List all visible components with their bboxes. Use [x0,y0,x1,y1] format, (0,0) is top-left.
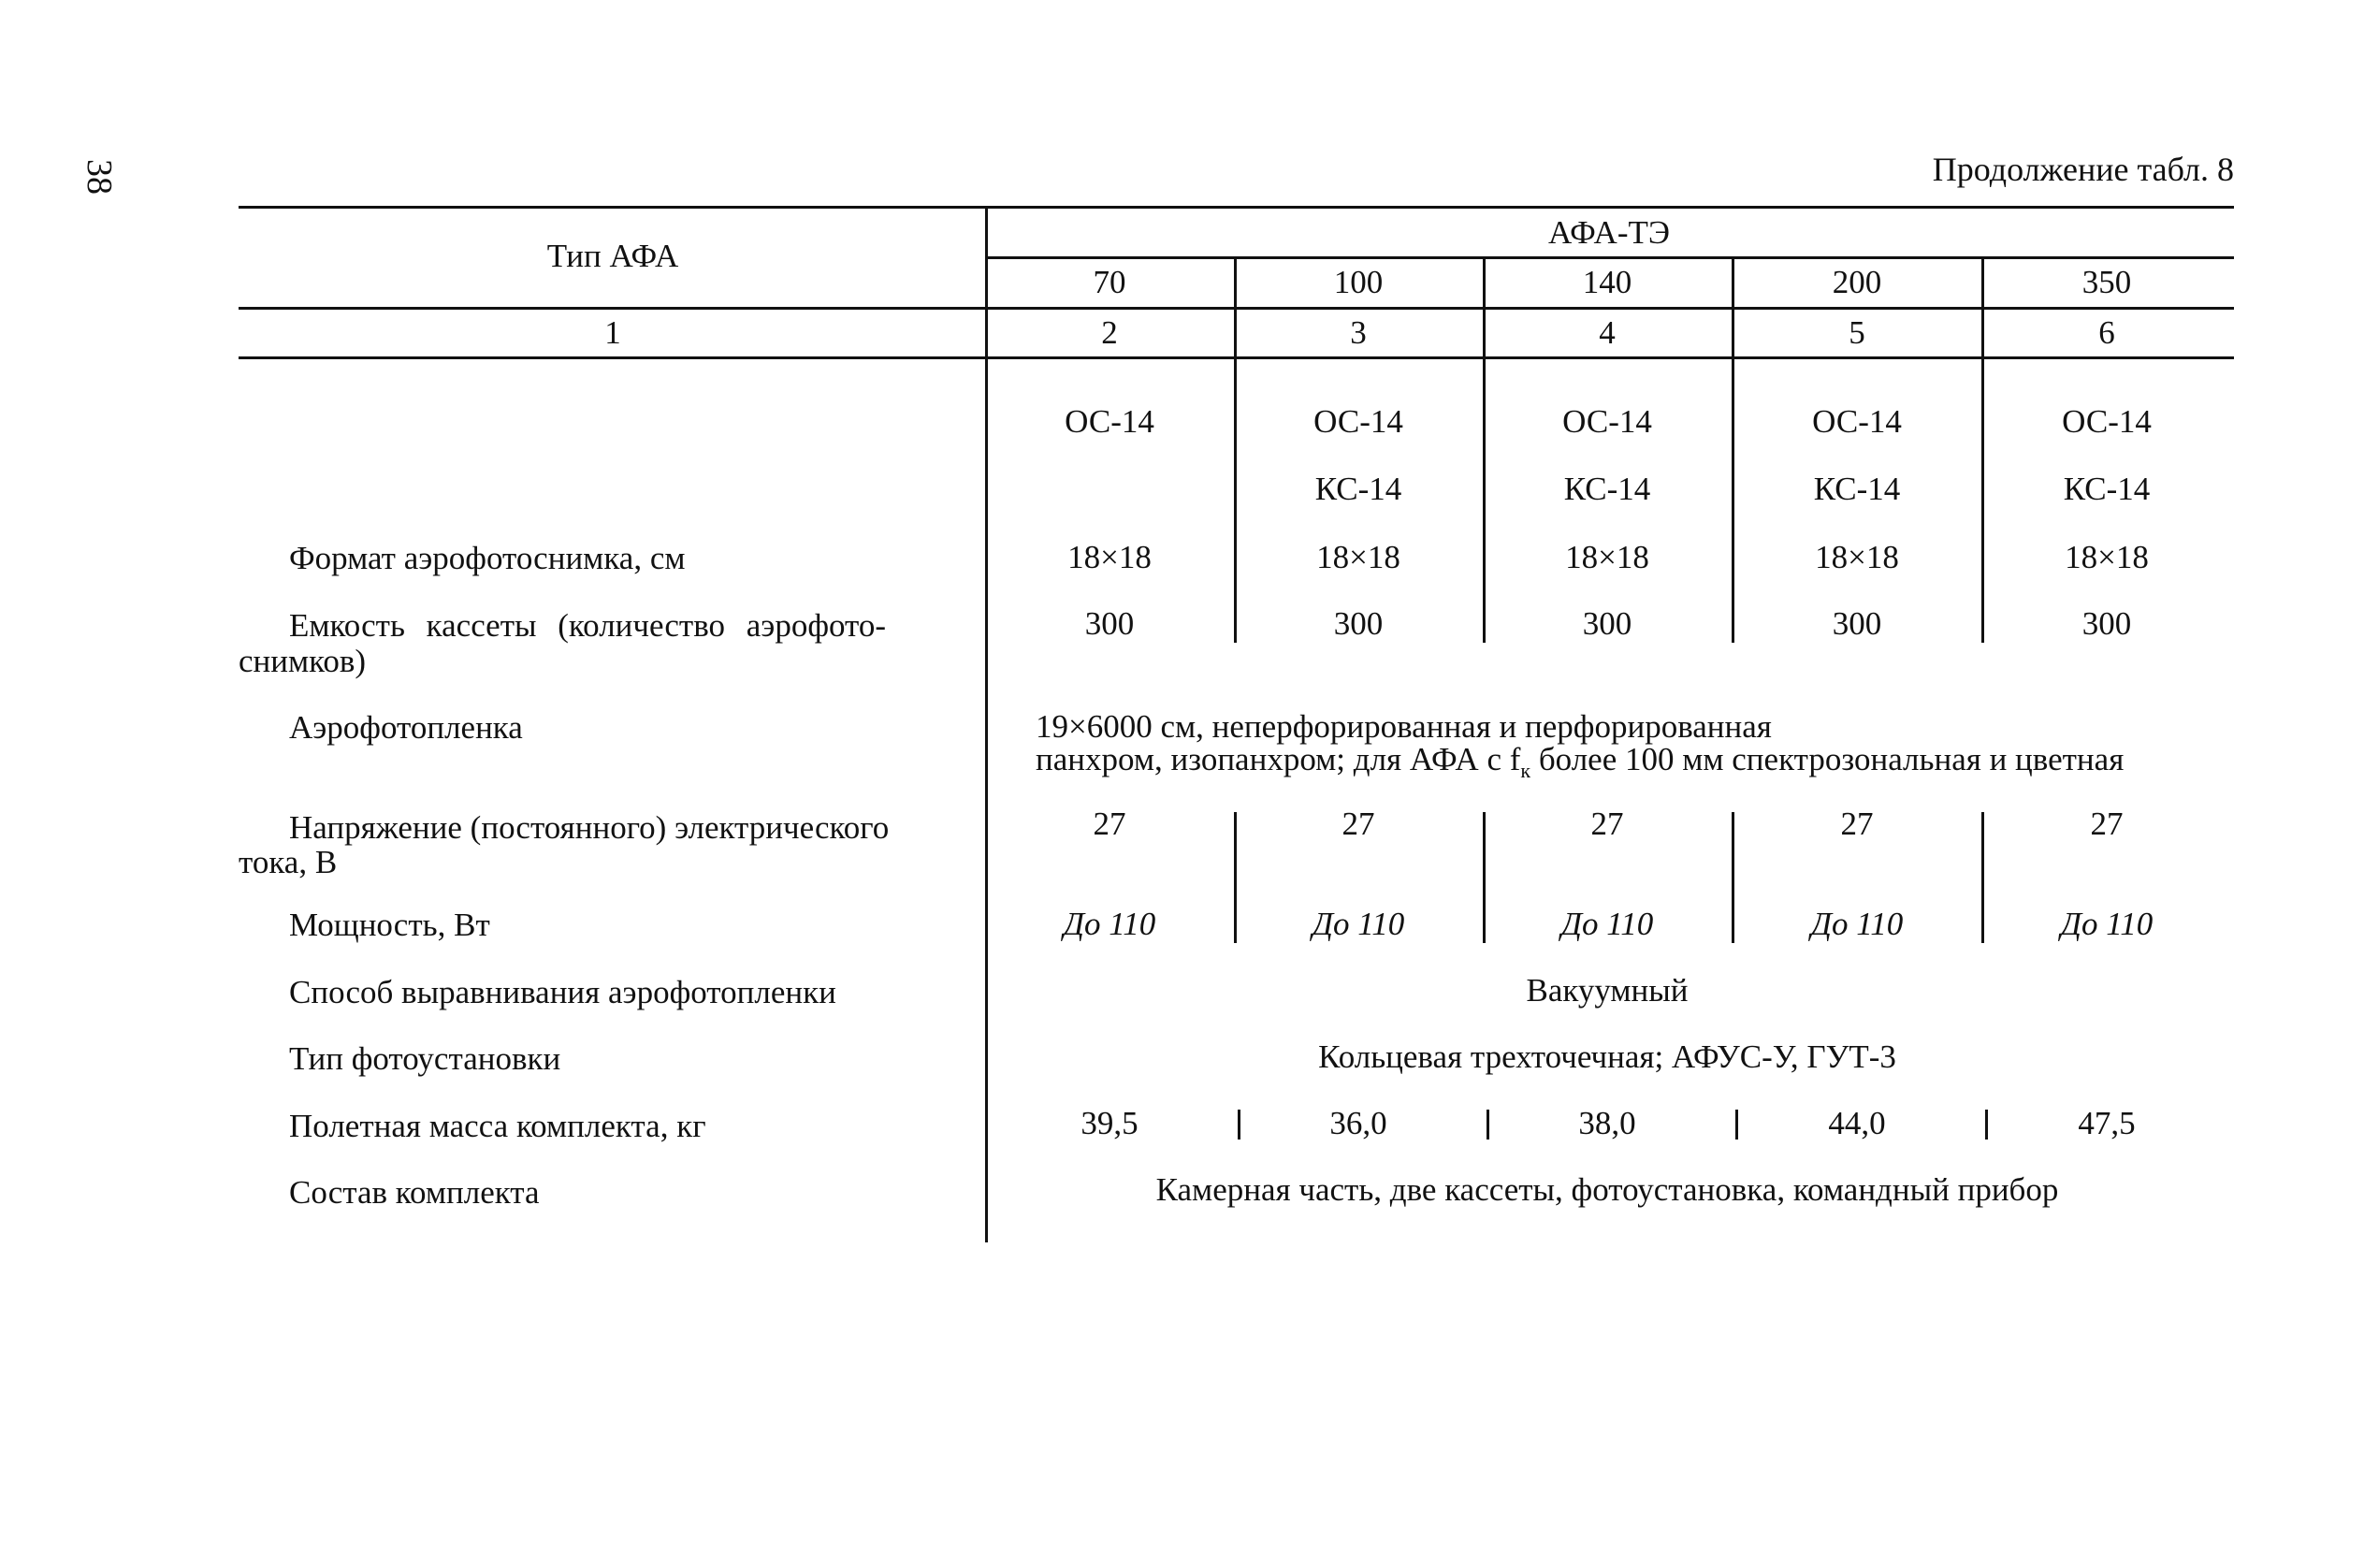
power-value-5: До 110 [2060,906,2154,942]
mass-value-4: 44,0 [1828,1105,1886,1141]
capacity-value-4: 300 [1832,605,1882,642]
capacity-value-2: 300 [1333,605,1384,642]
format-label: Формат аэрофотоснимка, см [289,540,686,576]
lens-os-4: ОС-14 [1812,403,1902,440]
power-value-1: До 110 [1063,906,1156,942]
body-divider-2a [1234,356,1237,643]
lens-ks-5: КС-14 [2063,471,2151,507]
voltage-label-line1: Напряжение (постоянного) электрического [289,809,890,846]
body-divider-5a [1981,356,1984,643]
capacity-value-5: 300 [2081,605,2132,642]
voltage-value-5: 27 [2090,806,2124,842]
focal-100: 100 [1333,264,1384,300]
group-label: АФА-ТЭ [1548,214,1670,251]
first-column-divider [985,206,988,1242]
header-divider-2 [1234,256,1237,356]
lens-os-5: ОС-14 [2062,403,2152,440]
format-value-1: 18×18 [1067,539,1152,575]
mass-separator-3 [1735,1110,1738,1140]
header-mid-rule [985,256,2234,259]
voltage-divider-5 [1981,812,1984,943]
col-number-4: 4 [1599,314,1616,351]
voltage-divider-3 [1483,812,1486,943]
capacity-label-line2: снимков) [239,643,367,679]
mass-value-2: 36,0 [1329,1105,1387,1141]
header-divider-5 [1981,256,1984,356]
power-value-2: До 110 [1312,906,1405,942]
header-top-rule [239,206,2234,209]
lens-ks-3: КС-14 [1563,471,1651,507]
lens-os-2: ОС-14 [1313,403,1403,440]
focal-350: 350 [2081,264,2132,300]
voltage-value-4: 27 [1840,806,1874,842]
power-label: Мощность, Вт [289,907,490,943]
mass-separator-2 [1487,1110,1489,1140]
power-value-3: До 110 [1560,906,1654,942]
lens-os-1: ОС-14 [1065,403,1154,440]
film-line1: 19×6000 см, неперфорированная и перфорированная [1036,708,1772,745]
capacity-label-line1: Емкость кассеты (количество аэрофото- [289,607,887,644]
focal-200: 200 [1832,264,1882,300]
header-divider-4 [1732,256,1734,356]
col-number-6: 6 [2098,314,2115,351]
voltage-divider-4 [1732,812,1734,943]
col-number-3: 3 [1350,314,1367,351]
type-label: Тип АФА [546,238,679,274]
voltage-divider-2 [1234,812,1237,943]
mass-label: Полетная масса комплекта, кг [289,1108,706,1144]
kit-value: Камерная часть, две кассеты, фотоустановка, командный прибор [1155,1171,2059,1208]
format-value-4: 18×18 [1815,539,1899,575]
voltage-value-2: 27 [1342,806,1375,842]
lens-os-3: ОС-14 [1562,403,1652,440]
header-divider-3 [1483,256,1486,356]
lens-ks-2: КС-14 [1314,471,1402,507]
mass-value-1: 39,5 [1080,1105,1138,1141]
kit-label: Состав комплекта [289,1174,540,1211]
film-label: Аэрофотопленка [289,709,523,746]
leveling-value: Вакуумный [1526,972,1689,1009]
capacity-value-1: 300 [1084,605,1135,642]
mount-value: Кольцевая трехточечная; АФУС-У, ГУТ-3 [1318,1038,1896,1075]
col-number-1: 1 [604,314,621,351]
mass-separator-4 [1985,1110,1988,1140]
col-number-2: 2 [1101,314,1118,351]
mass-value-5: 47,5 [2078,1105,2136,1141]
mass-value-3: 38,0 [1578,1105,1636,1141]
mass-separator-1 [1238,1110,1240,1140]
mount-label: Тип фотоустановки [289,1040,561,1077]
voltage-label-line2: тока, В [239,844,338,880]
body-divider-4a [1732,356,1734,643]
focal-140: 140 [1582,264,1632,300]
format-value-2: 18×18 [1316,539,1400,575]
power-value-4: До 110 [1810,906,1904,942]
page-number: 38 [80,159,119,195]
table-caption: Продолжение табл. 8 [1932,151,2234,188]
format-value-5: 18×18 [2065,539,2149,575]
leveling-label: Способ выравнивания аэрофотопленки [289,974,836,1010]
format-value-3: 18×18 [1565,539,1649,575]
voltage-value-3: 27 [1590,806,1624,842]
body-divider-3a [1483,356,1486,643]
capacity-value-3: 300 [1582,605,1632,642]
voltage-value-1: 27 [1093,806,1126,842]
lens-ks-4: КС-14 [1813,471,1901,507]
col-number-5: 5 [1849,314,1865,351]
film-line2: панхром, изопанхром; для АФА с $f_к$ более 100 мм спектрозональная и цветная [1036,741,2125,782]
focal-70: 70 [1093,264,1126,300]
